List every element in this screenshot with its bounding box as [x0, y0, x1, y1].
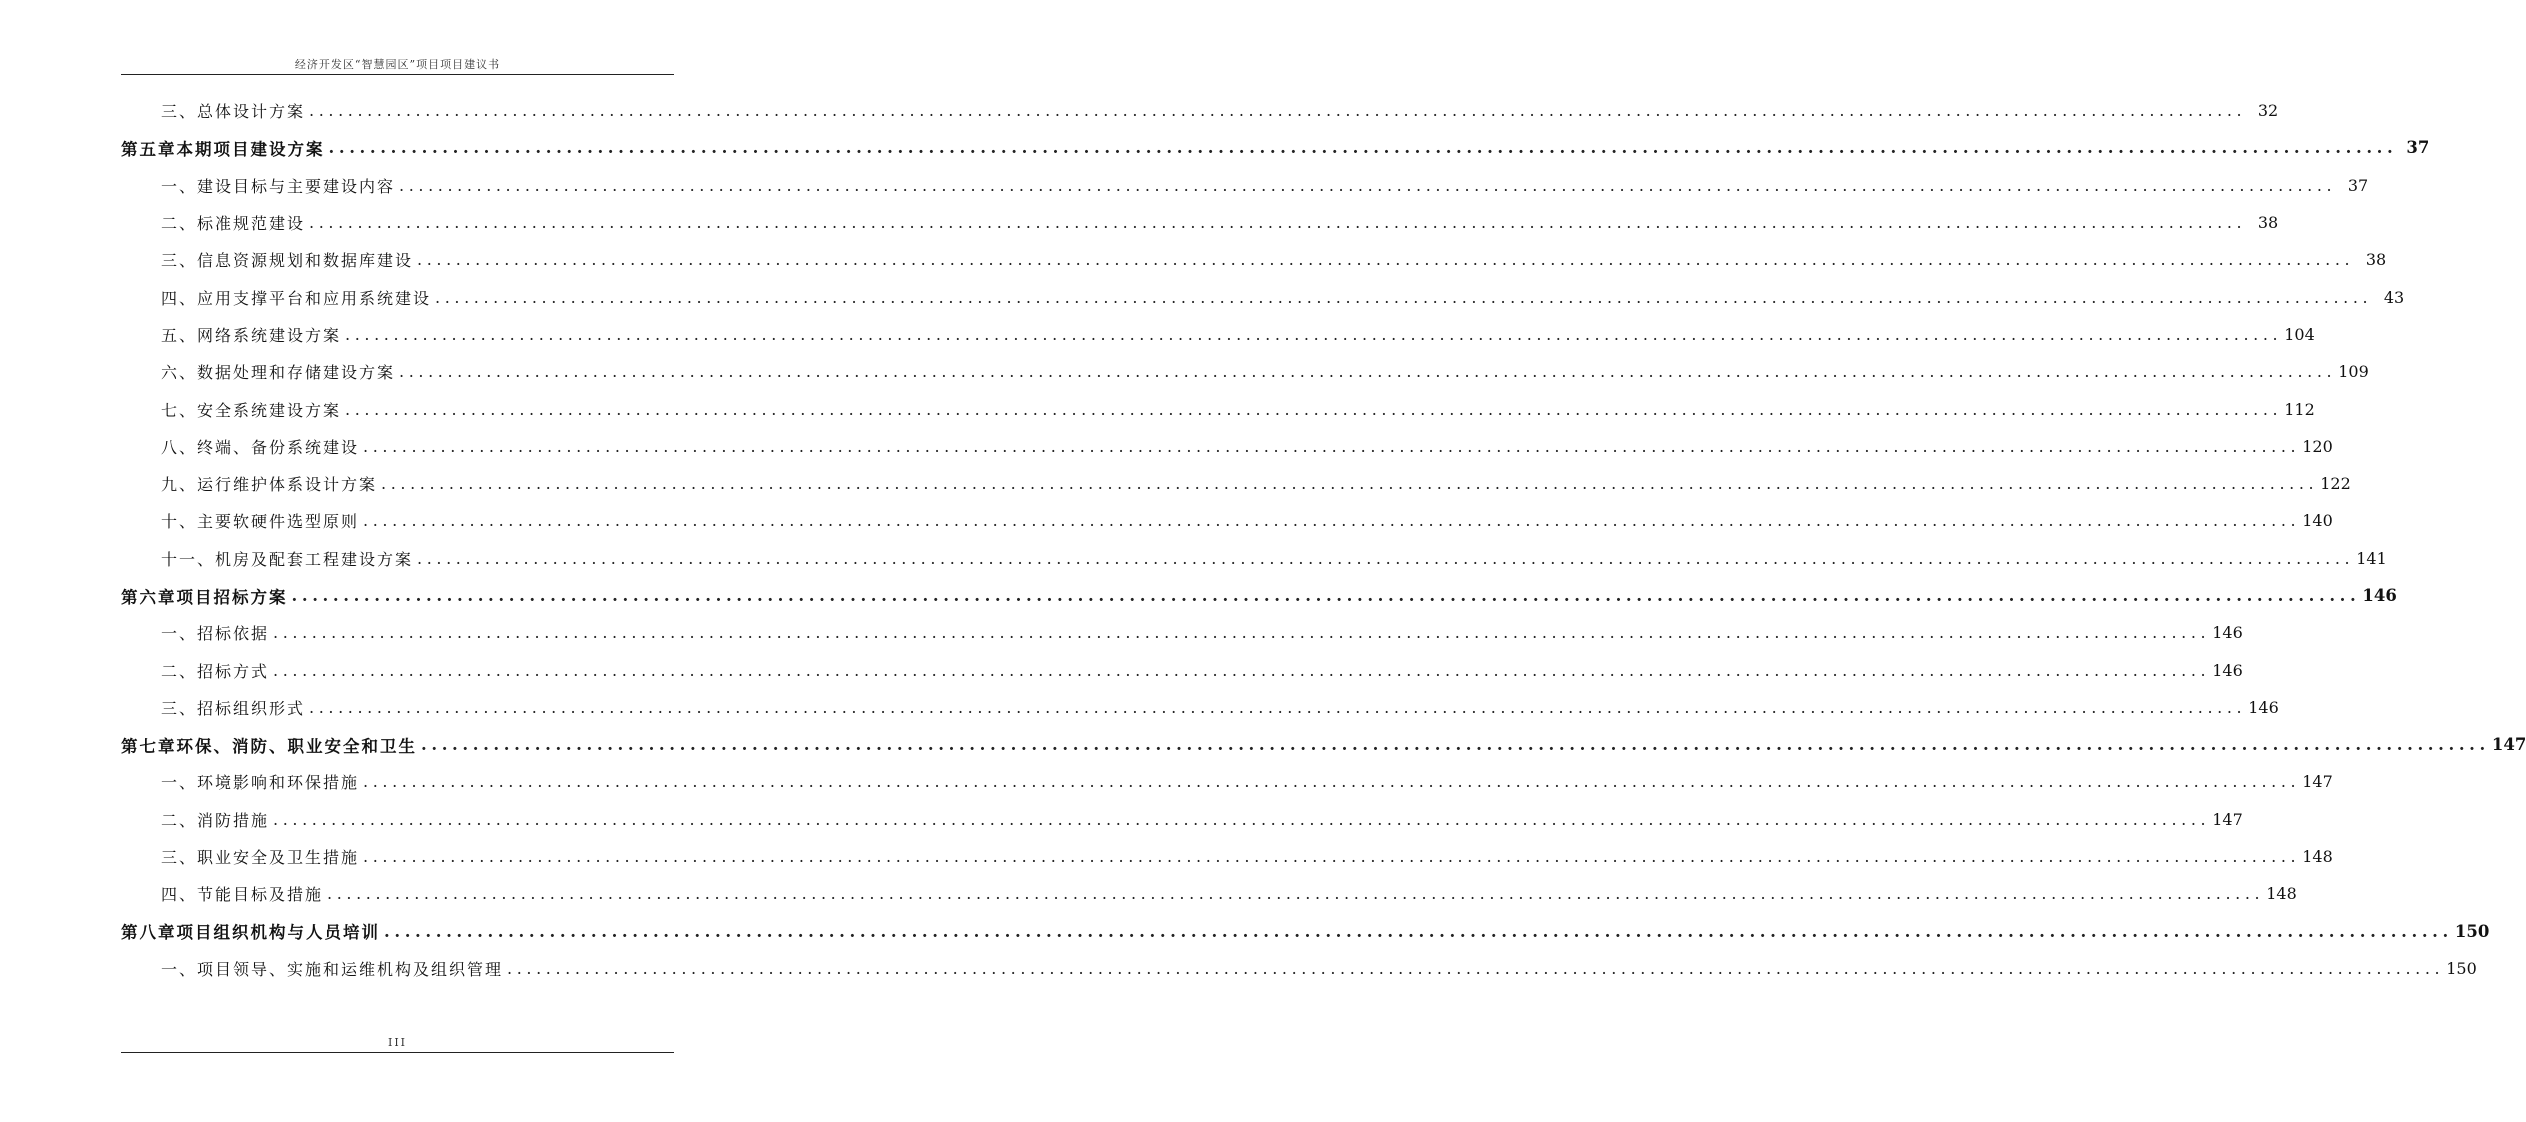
toc-entry-title: 第六章项目招标方案: [121, 587, 288, 607]
toc-entry-title: 二、消防措施: [161, 810, 270, 830]
toc-dot-leader: ........................................................................................................................................................................................................: [435, 287, 2373, 307]
header-rule: [121, 74, 674, 75]
toc-dot-leader: ........................................................................................................................................................................................................: [399, 175, 2337, 195]
toc-section-entry[interactable]: [121, 204, 2279, 241]
toc-section-entry[interactable]: [121, 875, 2297, 912]
toc-entry-page: 104: [2284, 324, 2315, 344]
toc-entry-title: 十一、机房及配套工程建设方案: [161, 549, 414, 569]
toc-entry-page: 37: [2406, 138, 2430, 158]
toc-section-entry[interactable]: [121, 278, 2405, 315]
toc-dot-leader: ........................................................................................................................................................................................................: [291, 586, 2361, 605]
toc-section-entry[interactable]: [121, 390, 2315, 427]
toc-section-entry[interactable]: [121, 763, 2333, 800]
toc-entry-page: 148: [2266, 884, 2297, 904]
toc-dot-leader: ........................................................................................................................................................................................................: [309, 697, 2247, 717]
toc-entry-page: 43: [2383, 287, 2405, 307]
toc-dot-leader: ........................................................................................................................................................................................................: [417, 250, 2355, 270]
toc-entry-title: 三、招标组织形式: [161, 698, 306, 718]
toc-entry-page: 147: [2491, 735, 2526, 755]
toc-chapter-entry[interactable]: [121, 577, 2397, 614]
toc-chapter-entry[interactable]: [121, 913, 2490, 950]
toc-entry-title: 一、建设目标与主要建设内容: [161, 176, 396, 196]
toc-entry-title: 一、环境影响和环保措施: [161, 773, 360, 793]
toc-section-entry[interactable]: [121, 689, 2279, 726]
toc-dot-leader: ........................................................................................................................................................................................................: [384, 921, 2453, 941]
toc-entry-title: 第七章环保、消防、职业安全和卫生: [121, 736, 417, 756]
toc-dot-leader: ........................................................................................................................................................................................................: [327, 884, 2265, 904]
toc-chapter-entry[interactable]: [121, 129, 2430, 166]
toc-entry-page: 120: [2302, 436, 2333, 456]
toc-section-entry[interactable]: [121, 316, 2315, 353]
toc-entry-page: 148: [2302, 847, 2333, 867]
toc-dot-leader: ........................................................................................................................................................................................................: [345, 399, 2283, 419]
toc-dot-leader: ........................................................................................................................................................................................................: [417, 548, 2355, 568]
toc-entry-title: 一、项目领导、实施和运维机构及组织管理: [161, 959, 504, 979]
toc-entry-page: 109: [2338, 362, 2369, 382]
toc-entry-title: 六、数据处理和存储建设方案: [161, 363, 396, 383]
toc-section-entry[interactable]: [121, 465, 2351, 502]
toc-chapter-entry[interactable]: [121, 726, 2526, 763]
toc-section-entry[interactable]: [121, 950, 2477, 987]
toc-entry-page: 141: [2356, 548, 2387, 568]
toc-entry-page: 37: [2347, 175, 2369, 195]
toc-entry-page: 146: [2248, 697, 2279, 717]
toc-section-entry[interactable]: [121, 241, 2387, 278]
toc-entry-page: 150: [2446, 958, 2477, 978]
toc-entry-title: 八、终端、备份系统建设: [161, 437, 360, 457]
toc-dot-leader: ........................................................................................................................................................................................................: [363, 772, 2301, 792]
toc-entry-title: 四、节能目标及措施: [161, 885, 324, 905]
toc-section-entry[interactable]: [121, 614, 2243, 651]
toc-entry-title: 三、信息资源规划和数据库建设: [161, 251, 414, 271]
toc-dot-leader: ........................................................................................................................................................................................................: [328, 138, 2398, 158]
toc-section-entry[interactable]: [121, 801, 2243, 838]
toc-entry-title: 三、总体设计方案: [161, 102, 306, 122]
toc-entry-page: 150: [2454, 921, 2490, 941]
toc-entry-title: 三、职业安全及卫生措施: [161, 848, 360, 868]
toc-entry-title: 二、标准规范建设: [161, 214, 306, 234]
toc-dot-leader: ........................................................................................................................................................................................................: [399, 362, 2337, 382]
toc-entry-page: 147: [2212, 809, 2243, 829]
toc-entry-page: 112: [2284, 399, 2315, 419]
toc-dot-leader: ........................................................................................................................................................................................................: [363, 436, 2301, 456]
toc-dot-leader: ........................................................................................................................................................................................................: [345, 324, 2283, 344]
toc-entry-page: 147: [2302, 772, 2333, 792]
toc-entry-title: 第五章本期项目建设方案: [121, 139, 325, 159]
toc-entry-title: 九、运行维护体系设计方案: [161, 475, 378, 495]
toc-entry-title: 十、主要软硬件选型原则: [161, 512, 360, 532]
page-number: III: [387, 1036, 408, 1049]
footer-rule: [121, 1052, 674, 1053]
toc-entry-page: 146: [2362, 586, 2397, 605]
toc-section-entry[interactable]: [121, 167, 2369, 204]
toc-dot-leader: ........................................................................................................................................................................................................: [273, 809, 2211, 829]
toc-entry-page: 32: [2257, 101, 2279, 121]
toc-entry-title: 第八章项目组织机构与人员培训: [121, 923, 380, 943]
toc-entry-page: 38: [2365, 250, 2387, 270]
toc-entry-page: 146: [2212, 623, 2243, 643]
toc-entry-title: 二、招标方式: [161, 661, 270, 681]
toc-entry-title: 一、招标依据: [161, 624, 270, 644]
toc-section-entry[interactable]: [121, 428, 2333, 465]
toc-entry-page: 38: [2257, 213, 2279, 233]
toc-entry-page: 140: [2302, 511, 2333, 531]
toc-dot-leader: ........................................................................................................................................................................................................: [363, 511, 2301, 531]
toc-dot-leader: ........................................................................................................................................................................................................: [421, 735, 2490, 755]
toc-dot-leader: ........................................................................................................................................................................................................: [273, 623, 2211, 643]
toc-entry-title: 七、安全系统建设方案: [161, 400, 342, 420]
toc-section-entry[interactable]: [121, 353, 2369, 390]
toc-dot-leader: ........................................................................................................................................................................................................: [507, 958, 2445, 978]
table-of-contents: [121, 92, 2526, 987]
toc-dot-leader: ........................................................................................................................................................................................................: [273, 660, 2211, 680]
toc-dot-leader: ........................................................................................................................................................................................................: [363, 847, 2301, 867]
toc-dot-leader: ........................................................................................................................................................................................................: [381, 474, 2319, 494]
toc-dot-leader: ........................................................................................................................................................................................................: [309, 213, 2247, 233]
toc-section-entry[interactable]: [121, 540, 2387, 577]
toc-entry-page: 122: [2320, 474, 2351, 494]
toc-entry-title: 五、网络系统建设方案: [161, 325, 342, 345]
toc-entry-page: 146: [2212, 660, 2243, 680]
toc-section-entry[interactable]: [121, 92, 2279, 129]
toc-dot-leader: ........................................................................................................................................................................................................: [309, 101, 2247, 121]
toc-section-entry[interactable]: [121, 502, 2333, 539]
toc-entry-title: 四、应用支撑平台和应用系统建设: [161, 288, 432, 308]
page-header: 经济开发区“智慧园区”项目项目建议书: [294, 58, 501, 71]
toc-section-entry[interactable]: [121, 651, 2243, 688]
toc-section-entry[interactable]: [121, 838, 2333, 875]
